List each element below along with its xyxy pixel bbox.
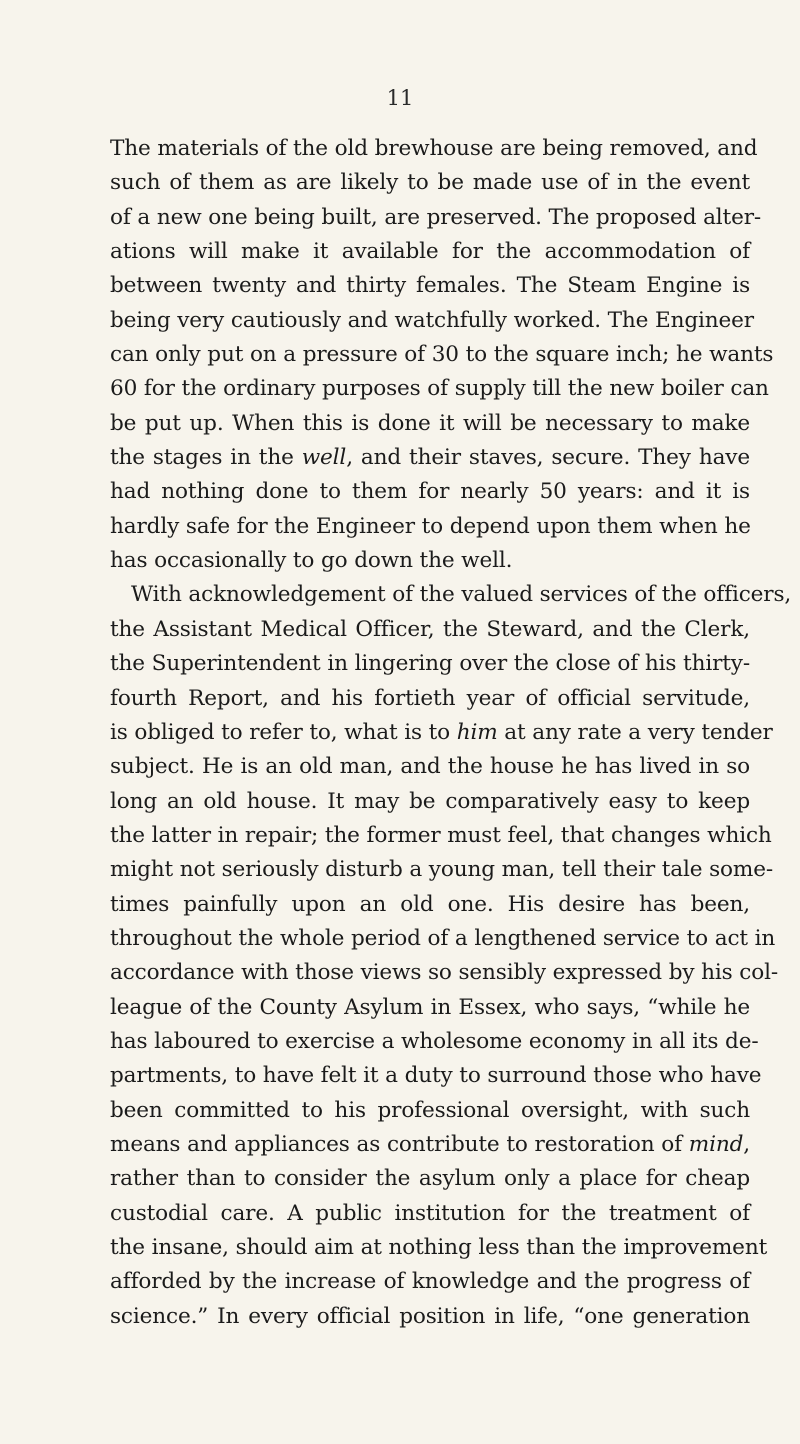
text-run: means and appliances as contribute to restoration of [110, 1131, 689, 1157]
text-line: the insane, should aim at nothing less than the improvement [110, 1235, 768, 1260]
text-run: , [743, 1131, 750, 1157]
italic-word: him [456, 719, 498, 745]
text-line: has occasionally to go down the well. [110, 548, 513, 574]
text-line: science.” In every official position in life, “one generation [110, 1303, 750, 1329]
text-line: The materials of the old brewhouse are being removed, and [110, 136, 758, 161]
body-text [110, 132, 792, 1334]
text-line: be put up. When this is done it will be necessary to make [110, 410, 750, 436]
page-number: 11 [386, 86, 414, 110]
text-line: fourth Report, and his fortieth year of official servitude, [110, 685, 750, 711]
text-line: between twenty and thirty females. The Steam Engine is [110, 273, 750, 299]
text-line [110, 716, 773, 750]
italic-word: mind [688, 1131, 744, 1157]
text-line: long an old house. It may be comparatively easy to keep [110, 788, 750, 814]
text-line: the latter in repair; the former must feel, that changes which [110, 822, 772, 848]
text-line: afforded by the increase of knowledge and the progress of [110, 1269, 750, 1295]
text-line: ations will make it available for the accommodation of [110, 239, 750, 265]
text-line: being very cautiously and watchfully worked. The Engineer [110, 307, 754, 333]
text-line: the Assistant Medical Officer, the Steward, and the Clerk, [110, 616, 750, 642]
text-run: , and their staves, secure. They have [346, 445, 750, 471]
text-line: the Superintendent in lingering over the close of his thirty- [110, 651, 750, 677]
text-line: such of them as are likely to be made use of in the event [110, 170, 750, 196]
text-line: throughout the whole period of a lengthened service to act in [110, 925, 776, 951]
text-line: of a new one being built, are preserved. The proposed alter- [110, 204, 762, 230]
text-line [110, 1128, 750, 1162]
text-line: has laboured to exercise a wholesome economy in all its de- [110, 1028, 759, 1054]
text-line: custodial care. A public institution for the treatment of [110, 1200, 750, 1226]
text-line: times painfully upon an old one. His desire has been, [110, 891, 750, 917]
text-line: league of the County Asylum in Essex, who says, “while he [110, 994, 750, 1020]
text-line: hardly safe for the Engineer to depend upon them when he [110, 513, 751, 539]
italic-word: well [301, 445, 347, 471]
text-line: been committed to his professional oversight, with such [110, 1097, 750, 1123]
text-line: subject. He is an old man, and the house he has lived in so [110, 754, 750, 780]
text-line: 60 for the ordinary purposes of supply till the new boiler can [110, 376, 769, 402]
text-run: is obliged to refer to, what is to [110, 719, 457, 745]
text-line: partments, to have felt it a duty to surround those who have [110, 1063, 762, 1089]
text-run: at any rate a very tender [497, 719, 773, 745]
text-line: can only put on a pressure of 30 to the square inch; he wants [110, 342, 774, 368]
text-line: accordance with those views so sensibly expressed by his col- [110, 960, 778, 986]
text-run: the stages in the [110, 445, 302, 471]
text-line: might not seriously disturb a young man, tell their tale some- [110, 857, 774, 883]
text-line: rather than to consider the asylum only a place for cheap [110, 1166, 750, 1192]
text-line: With acknowledgement of the valued services of the officers, [131, 582, 792, 608]
text-line [110, 441, 750, 475]
text-line: had nothing done to them for nearly 50 years: and it is [110, 479, 750, 505]
